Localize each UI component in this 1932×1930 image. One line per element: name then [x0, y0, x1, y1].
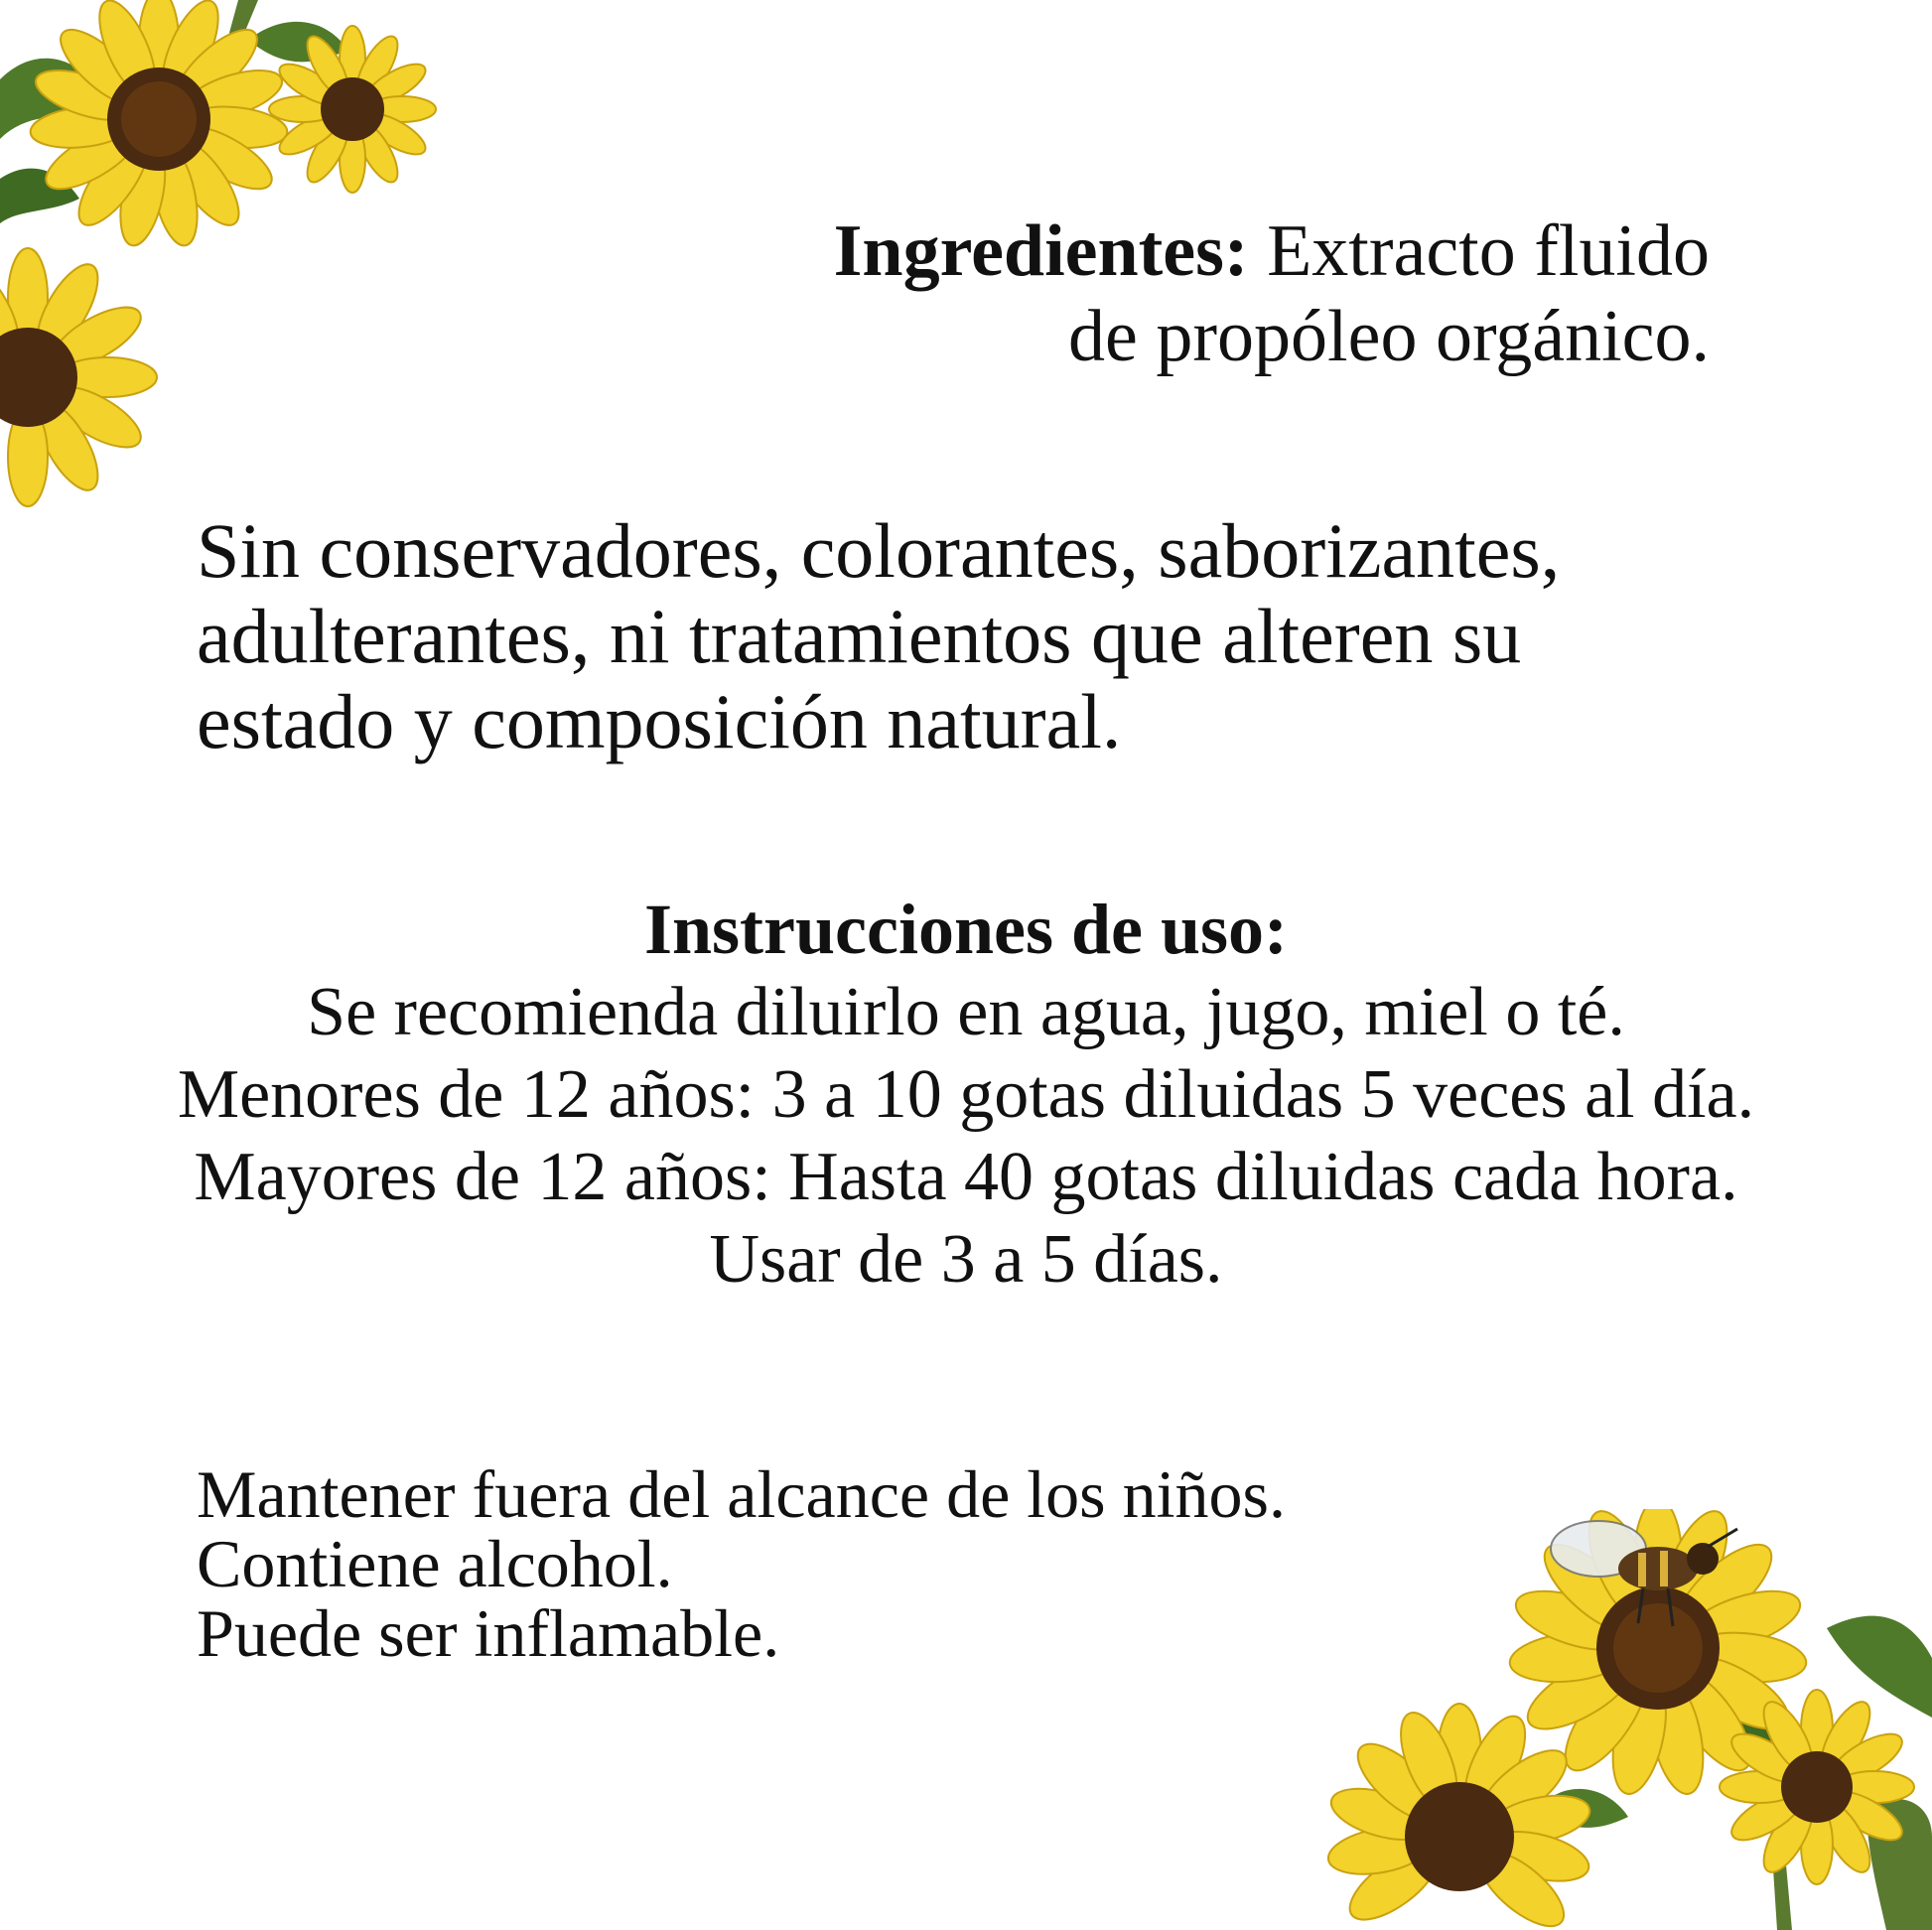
- warning-line: Mantener fuera del alcance de los niños.: [197, 1456, 1286, 1532]
- instructions-line: Usar de 3 a 5 días.: [709, 1221, 1223, 1298]
- warning-line: Puede ser inflamable.: [197, 1595, 780, 1671]
- ingredients-text-2: de propóleo orgánico.: [1068, 296, 1710, 377]
- free-of-line: adulterantes, ni tratamientos que alteren su: [197, 593, 1522, 679]
- instructions-line: Menores de 12 años: 3 a 10 gotas diluidas 5 veces al día.: [177, 1056, 1755, 1133]
- warning-line: Contiene alcohol.: [197, 1526, 673, 1601]
- sunflowers-with-bee-icon: [1311, 1509, 1932, 1930]
- ingredients-line-1: [0, 208, 1710, 294]
- instructions-title: Instrucciones de uso:: [643, 890, 1289, 969]
- free-of-section: [197, 508, 1884, 764]
- instructions-line: Mayores de 12 años: Hasta 40 gotas diluidas cada hora.: [194, 1139, 1738, 1215]
- warnings-section: [197, 1456, 1388, 1671]
- ingredients-label: Ingredientes:: [833, 210, 1249, 292]
- ingredients-text-1: Extracto fluido: [1248, 210, 1710, 292]
- free-of-line: Sin conservadores, colorantes, saborizantes,: [197, 507, 1561, 594]
- free-of-line: estado y composición natural.: [197, 678, 1122, 764]
- instructions-line: Se recomienda diluirlo en agua, jugo, miel o té.: [307, 974, 1625, 1050]
- ingredients-section: [0, 208, 1710, 379]
- instructions-section: [0, 889, 1932, 1301]
